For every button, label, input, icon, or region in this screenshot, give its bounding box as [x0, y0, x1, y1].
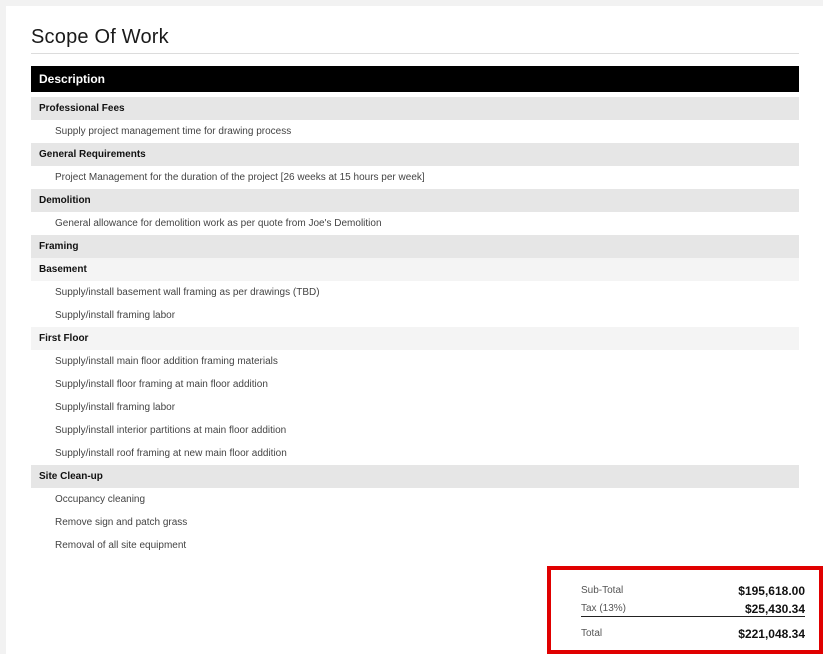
section-header-row: Demolition: [31, 189, 799, 212]
title-divider: [31, 53, 799, 54]
line-item-row: Supply/install main floor addition framing materials: [31, 350, 799, 373]
section-header-row: Site Clean-up: [31, 465, 799, 488]
section-header-row: General Requirements: [31, 143, 799, 166]
line-item-row: Supply/install basement wall framing as per drawings (TBD): [31, 281, 799, 304]
line-item-row: Supply/install floor framing at main floor addition: [31, 373, 799, 396]
total-label: Total: [581, 628, 603, 639]
section-header-row: Framing: [31, 235, 799, 258]
subsection-header-row: First Floor: [31, 327, 799, 350]
line-item-row: Occupancy cleaning: [31, 488, 799, 511]
totals-box: [547, 566, 823, 654]
line-item-row: Remove sign and patch grass: [31, 511, 799, 534]
line-item-row: Supply/install framing labor: [31, 304, 799, 327]
subtotal-value: $195,618.00: [738, 584, 805, 598]
tax-value: $25,430.34: [744, 602, 805, 616]
total-row: [581, 625, 805, 643]
table-body: [31, 97, 799, 557]
page-title: Scope Of Work: [31, 26, 169, 48]
subsection-header-row: Basement: [31, 258, 799, 281]
subtotal-row: [581, 582, 805, 600]
line-item-row: General allowance for demolition work as per quote from Joe's Demolition: [31, 212, 799, 235]
line-item-row: Removal of all site equipment: [31, 534, 799, 557]
line-item-row: Supply/install roof framing at new main floor addition: [31, 442, 799, 465]
scope-table: [31, 66, 799, 557]
line-item-row: Supply project management time for drawing process: [31, 120, 799, 143]
table-column-header: Description: [31, 66, 799, 92]
line-item-row: Project Management for the duration of the project [26 weeks at 15 hours per week]: [31, 166, 799, 189]
subtotal-label: Sub-Total: [581, 585, 624, 596]
tax-label: Tax (13%): [581, 603, 627, 614]
line-item-row: Supply/install interior partitions at main floor addition: [31, 419, 799, 442]
total-divider: [581, 616, 805, 617]
section-header-row: Professional Fees: [31, 97, 799, 120]
line-item-row: Supply/install framing labor: [31, 396, 799, 419]
total-value: $221,048.34: [738, 627, 805, 641]
